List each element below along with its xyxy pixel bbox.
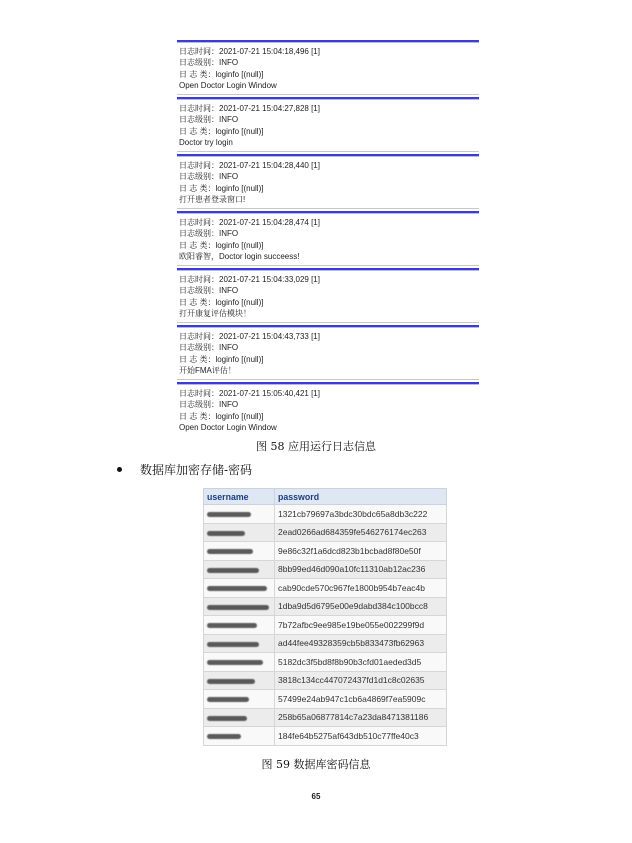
table-row — [204, 727, 447, 746]
redacted-username-mark — [207, 716, 247, 721]
password-cell: 5182dc3f5bd8f8b90b3cfd01aeded3d5 — [275, 653, 447, 672]
log-entry — [177, 211, 479, 263]
log-divider — [177, 265, 479, 266]
table-row — [204, 579, 447, 598]
log-level: 日志级别：INFO — [179, 115, 239, 125]
log-category: 日 志 类：loginfo [(null)] — [179, 354, 264, 364]
log-category: 日 志 类：loginfo [(null)] — [179, 240, 264, 250]
username-cell — [204, 653, 275, 672]
bullet-dot-icon — [117, 467, 122, 472]
password-cell: cab90cde570c967fe1800b954b7eac4b — [275, 579, 447, 598]
password-cell: 9e86c32f1a6dcd823b1bcbad8f80e50f — [275, 542, 447, 561]
page-number: 65 — [311, 792, 321, 801]
log-category: 日 志 类：loginfo [(null)] — [179, 297, 264, 307]
log-message: 欧阳睿智，Doctor login succeess! — [179, 252, 300, 262]
log-time: 日志时间：2021-07-21 15:04:28,440 [1] — [179, 161, 320, 170]
log-panel — [177, 40, 479, 433]
password-cell: 1321cb79697a3bdc30bdc65a8db3c222 — [275, 505, 447, 524]
username-cell — [204, 505, 275, 524]
log-entry — [177, 97, 479, 149]
username-cell — [204, 708, 275, 727]
password-cell: 258b65a06877814c7a23da8471381186 — [275, 708, 447, 727]
table-header-row — [204, 489, 447, 505]
log-divider — [177, 379, 479, 380]
username-cell — [204, 579, 275, 598]
log-message: 开始FMA评估！ — [179, 366, 236, 376]
table-row — [204, 634, 447, 653]
log-category: 日 志 类：loginfo [(null)] — [179, 411, 264, 421]
log-time: 日志时间：2021-07-21 15:04:27,828 [1] — [179, 104, 320, 113]
password-cell: 8bb99ed46d090a10fc11310ab12ac236 — [275, 560, 447, 579]
log-category: 日 志 类：loginfo [(null)] — [179, 183, 264, 193]
redacted-username-mark — [207, 679, 255, 684]
redacted-username-mark — [207, 605, 269, 610]
log-entry — [177, 268, 479, 320]
log-level: 日志级别：INFO — [179, 172, 239, 182]
log-message: Doctor try login — [179, 138, 233, 148]
table-row — [204, 560, 447, 579]
log-divider — [177, 322, 479, 323]
redacted-username-mark — [207, 623, 257, 628]
table-row — [204, 597, 447, 616]
log-level: 日志级别：INFO — [179, 400, 239, 410]
username-cell — [204, 690, 275, 709]
table-row — [204, 690, 447, 709]
username-cell — [204, 616, 275, 635]
table-row — [204, 523, 447, 542]
log-entry — [177, 40, 479, 92]
table-row — [204, 671, 447, 690]
redacted-username-mark — [207, 642, 259, 647]
table-row — [204, 616, 447, 635]
redacted-username-mark — [207, 531, 245, 536]
redacted-username-mark — [207, 697, 249, 702]
password-cell: 7b72afbc9ee985e19be055e002299f9d — [275, 616, 447, 635]
password-table — [203, 488, 447, 746]
password-cell: 2ead0266ad684359fe546276174ec263 — [275, 523, 447, 542]
username-cell — [204, 523, 275, 542]
log-divider — [177, 94, 479, 95]
password-cell: 1dba9d5d6795e00e9dabd384c100bcc8 — [275, 597, 447, 616]
redacted-username-mark — [207, 512, 251, 517]
bullet-item — [117, 461, 252, 478]
log-time: 日志时间：2021-07-21 15:04:18,496 [1] — [179, 47, 320, 56]
table-row — [204, 708, 447, 727]
log-category: 日 志 类：loginfo [(null)] — [179, 126, 264, 136]
log-level: 日志级别：INFO — [179, 229, 239, 239]
redacted-username-mark — [207, 734, 241, 739]
log-level: 日志级别：INFO — [179, 343, 239, 353]
log-entry — [177, 154, 479, 206]
password-cell: 57499e24ab947c1cb6a4869f7ea5909c — [275, 690, 447, 709]
username-cell — [204, 597, 275, 616]
table-row — [204, 653, 447, 672]
username-cell — [204, 560, 275, 579]
header-username: username — [204, 489, 275, 505]
figure-59-caption: 图 59 数据库密码信息 — [261, 758, 371, 771]
password-cell: 184fe64b5275af643db510c77ffe40c3 — [275, 727, 447, 746]
header-password: password — [275, 489, 447, 505]
log-divider — [177, 151, 479, 152]
log-message: 打开康复评估模块！ — [179, 309, 251, 319]
username-cell — [204, 671, 275, 690]
redacted-username-mark — [207, 549, 253, 554]
table-body — [204, 505, 447, 746]
log-category: 日 志 类：loginfo [(null)] — [179, 69, 264, 79]
log-divider — [177, 208, 479, 209]
log-time: 日志时间：2021-07-21 15:04:28,474 [1] — [179, 218, 320, 227]
log-time: 日志时间：2021-07-21 15:04:33,029 [1] — [179, 275, 320, 284]
bullet-text: 数据库加密存储-密码 — [140, 463, 253, 477]
figure-58-caption: 图 58 应用运行日志信息 — [256, 440, 376, 453]
log-time: 日志时间：2021-07-21 15:05:40,421 [1] — [179, 389, 320, 398]
username-cell — [204, 542, 275, 561]
redacted-username-mark — [207, 660, 263, 665]
table-row — [204, 505, 447, 524]
log-entry — [177, 382, 479, 434]
log-message: 打开患者登录窗口! — [179, 195, 246, 205]
log-level: 日志级别：INFO — [179, 286, 239, 296]
redacted-username-mark — [207, 568, 259, 573]
log-entry — [177, 325, 479, 377]
log-time: 日志时间：2021-07-21 15:04:43,733 [1] — [179, 332, 320, 341]
log-level: 日志级别：INFO — [179, 58, 239, 68]
password-cell: 3818c134cc447072437fd1d1c8c02635 — [275, 671, 447, 690]
table-row — [204, 542, 447, 561]
password-cell: ad44fee49328359cb5b833473fb62963 — [275, 634, 447, 653]
log-message: Open Doctor Login Window — [179, 81, 277, 91]
log-message: Open Doctor Login Window — [179, 423, 277, 433]
username-cell — [204, 727, 275, 746]
username-cell — [204, 634, 275, 653]
redacted-username-mark — [207, 586, 267, 591]
